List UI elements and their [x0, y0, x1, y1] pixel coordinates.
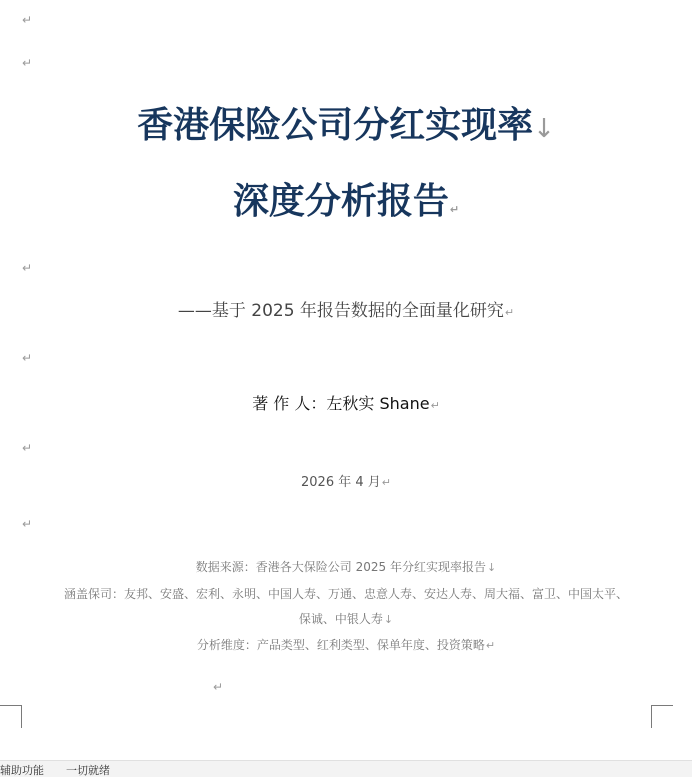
- paragraph-mark: ↵: [22, 261, 33, 275]
- document-subtitle: ——基于 2025 年报告数据的全面量化研究↵: [177, 301, 515, 321]
- paragraph-mark: ↵: [504, 306, 515, 319]
- document-title-line1: 香港保险公司分红实现率↓: [137, 105, 555, 146]
- document-title-line2: 深度分析报告↵: [232, 181, 460, 222]
- status-bar: [0, 760, 692, 777]
- document-author: 著 作 人：左秋实 Shane↵: [252, 394, 440, 413]
- paragraph-mark: ↵: [22, 441, 33, 455]
- paragraph-mark: ↵: [22, 56, 33, 70]
- document-date: 2026 年 4 月↵: [301, 475, 391, 490]
- coverage-line1: 涵盖保司：友邦、安盛、宏利、永明、中国人寿、万通、忠意人寿、安达人寿、周大福、富卫、中国太平、: [63, 587, 628, 601]
- line-break-mark: ↓: [533, 114, 555, 144]
- paragraph-mark: ↵: [22, 517, 33, 531]
- paragraph-mark: ↵: [381, 476, 391, 489]
- page-corner-mark-left: [0, 705, 22, 728]
- paragraph-mark: ↵: [213, 680, 224, 694]
- line-break-mark: ↓: [383, 613, 394, 626]
- paragraph-mark: ↵: [449, 203, 460, 216]
- coverage-line2: 保诚、中银人寿↓: [298, 612, 394, 626]
- status-ready: 一切就绪: [66, 764, 110, 777]
- line-break-mark: ↓: [486, 561, 497, 574]
- paragraph-mark: ↵: [430, 399, 440, 412]
- data-source-line: 数据来源：香港各大保险公司 2025 年分红实现率报告↓: [195, 560, 497, 574]
- paragraph-mark: ↵: [22, 13, 33, 27]
- paragraph-mark: ↵: [485, 639, 496, 652]
- dimensions-line: 分析维度：产品类型、红利类型、保单年度、投资策略↵: [196, 638, 496, 652]
- paragraph-mark: ↵: [22, 351, 33, 365]
- status-accessibility[interactable]: 辅助功能: [0, 764, 44, 777]
- page-corner-mark-right: [651, 705, 673, 728]
